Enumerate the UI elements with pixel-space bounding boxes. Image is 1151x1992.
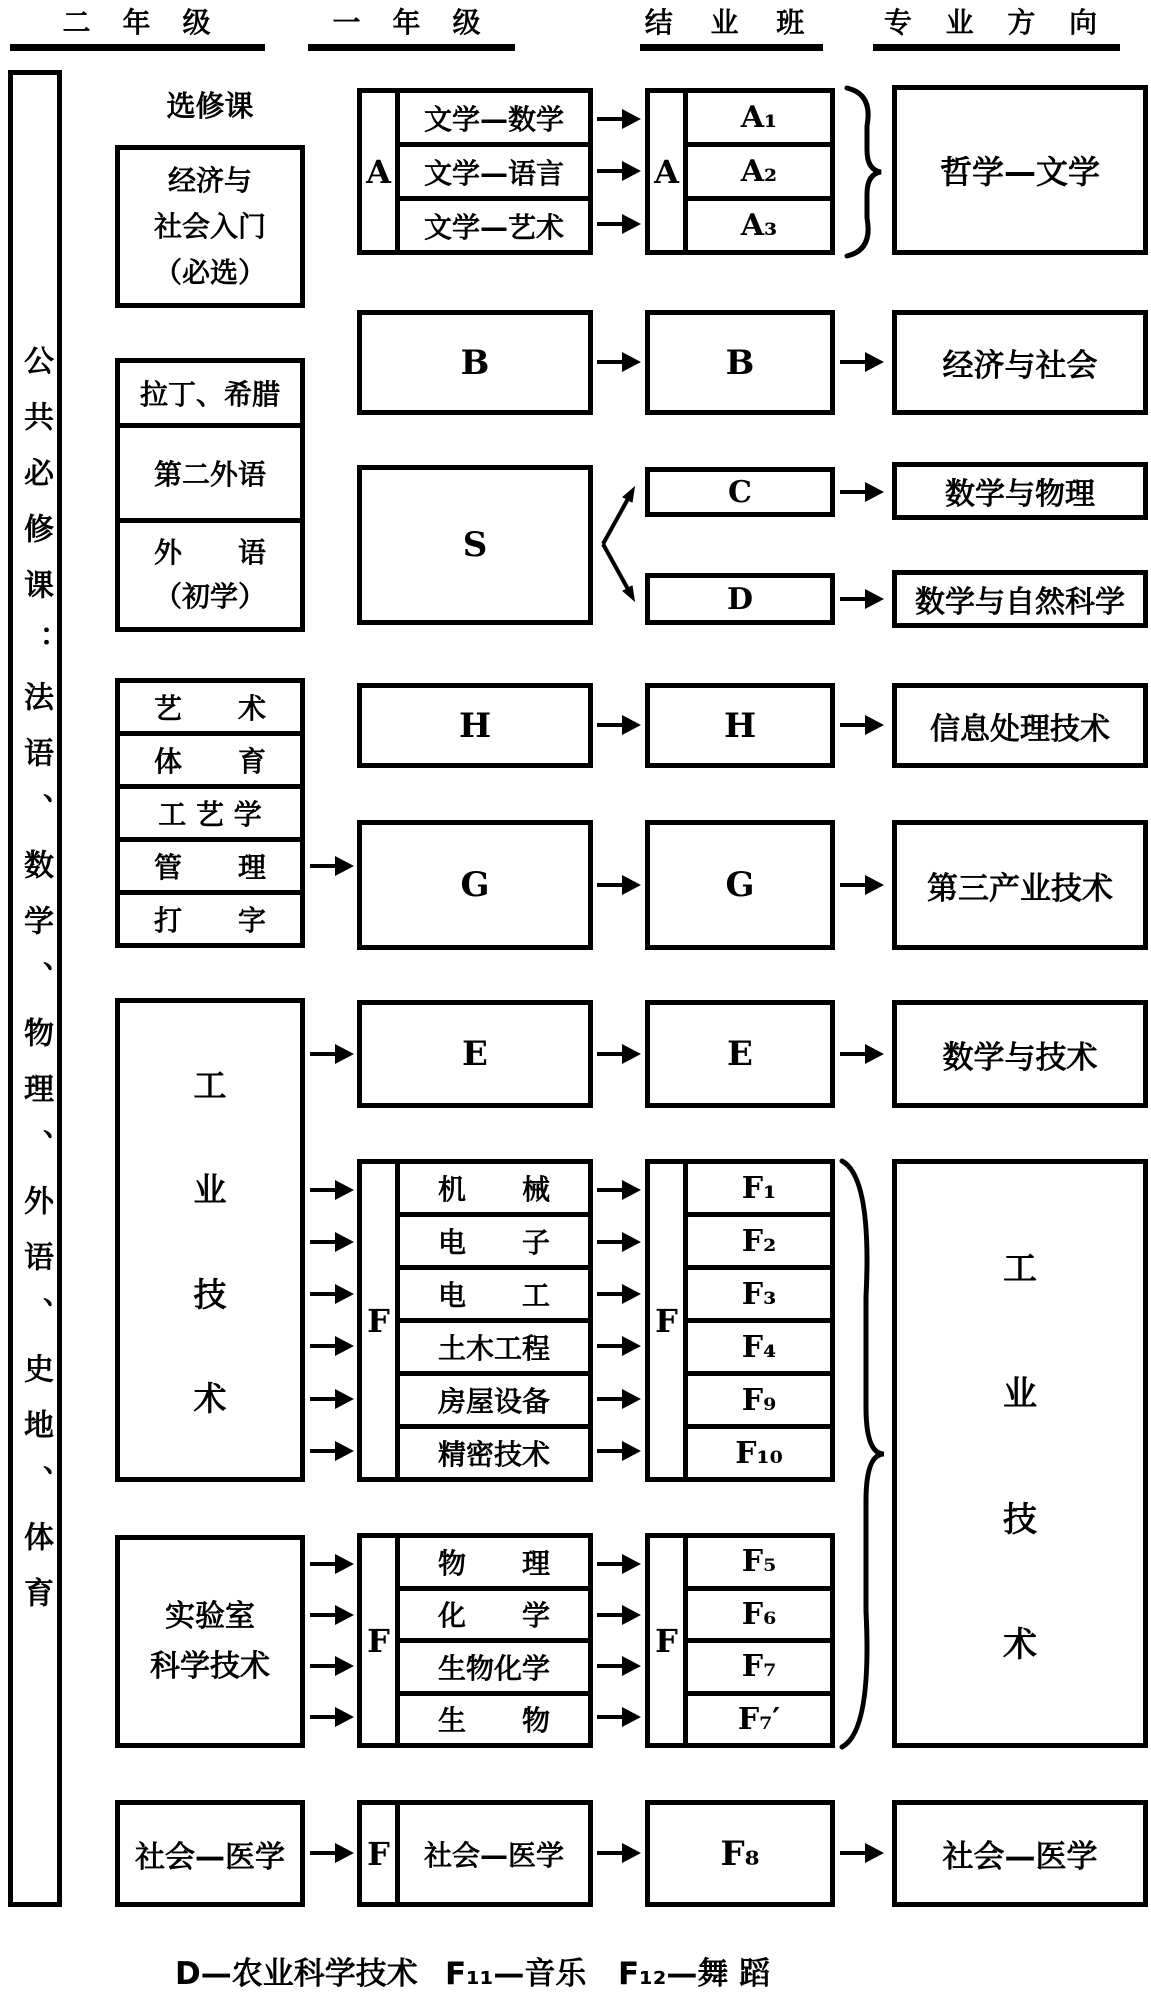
class-f2-row: F₂: [688, 1217, 830, 1270]
foreign-language-beginner-row: [120, 523, 300, 627]
skills-stack-box: [115, 678, 305, 948]
arrow-right-icon: [597, 1044, 641, 1064]
civil-engineering-row: 土木工程: [400, 1323, 588, 1376]
group-a-grade1: [357, 88, 593, 255]
tertiary-industry-tech-box: 第三产业技术: [892, 820, 1148, 950]
arrow-right-icon: [597, 1843, 641, 1863]
group-f-lab-grade1: [357, 1533, 593, 1748]
box-g-grade1: G: [357, 820, 593, 950]
art-row: 艺 术: [120, 683, 300, 736]
vertical-char: 业: [193, 1170, 227, 1210]
arrow-right-icon: [597, 1232, 641, 1252]
arrow-right-icon: [597, 109, 641, 129]
arrow-right-icon: [597, 1441, 641, 1461]
arrow-right-icon: [310, 1656, 354, 1676]
arrow-right-icon: [597, 214, 641, 234]
social-medicine-box-spec: 社会—医学: [892, 1800, 1148, 1907]
foreign-language-line: 外 语: [153, 536, 266, 569]
social-medicine-box-grade2: 社会—医学: [115, 1800, 305, 1907]
vertical-char: 工: [1003, 1248, 1037, 1289]
box-e-final: E: [645, 1000, 835, 1108]
arrow-right-icon: [310, 1554, 354, 1574]
vertical-char: 技: [1003, 1499, 1037, 1540]
vertical-char: 术: [1003, 1625, 1037, 1666]
arrow-right-icon: [597, 1336, 641, 1356]
vertical-char: 术: [193, 1378, 227, 1418]
typing-row: 打 字: [153, 904, 266, 937]
box-s-grade1: S: [357, 465, 593, 625]
arrow-right-icon: [597, 1389, 641, 1409]
legend-d: D—农业科学技术: [175, 1956, 418, 1992]
philosophy-literature-box: 哲学—文学: [892, 85, 1148, 255]
literature-math-row: 文学—数学: [400, 93, 588, 147]
foreign-language-line: （初学）: [153, 580, 266, 613]
arrow-right-icon: [597, 1605, 641, 1625]
box-e-grade1: E: [357, 1000, 593, 1108]
arrow-right-icon: [310, 1605, 354, 1625]
legend-f12: F₁₂—舞 蹈: [618, 1956, 771, 1992]
arrow-right-icon: [597, 352, 641, 372]
arrow-right-icon: [310, 856, 354, 876]
group-f-label: F: [650, 1538, 688, 1743]
box-f8-final: F₈: [645, 1800, 835, 1907]
fork-arrows-icon: [589, 468, 641, 618]
arrow-right-icon: [310, 1707, 354, 1727]
group-a-label: A: [362, 93, 400, 250]
literature-art-row: 文学—艺术: [423, 210, 564, 244]
legend-f11: F₁₁—音乐: [445, 1956, 587, 1992]
econ-intro-line: 经济与: [167, 163, 252, 197]
econ-society-intro-box: [115, 145, 305, 308]
electronics-row: 电 子: [400, 1217, 588, 1270]
class-a2-row: A₂: [688, 147, 830, 201]
brace-f-icon: [838, 1155, 888, 1753]
common-required-courses-bar: [8, 70, 62, 1907]
econ-intro-line: （必选）: [153, 255, 266, 289]
lab-line: 实验室: [165, 1598, 255, 1634]
second-foreign-language-row: 第二外语: [120, 428, 300, 523]
latin-greek-row: 拉丁、希腊: [120, 363, 300, 428]
arrow-right-icon: [597, 1707, 641, 1727]
arrow-right-icon: [310, 1843, 354, 1863]
class-f4-row: F₄: [688, 1323, 830, 1376]
class-f3-row: F₃: [688, 1270, 830, 1323]
physics-row: 物 理: [400, 1538, 588, 1591]
arrow-right-icon: [597, 715, 641, 735]
industrial-technology-vertical-text: [120, 1003, 300, 1477]
group-f-industry-grade1: [357, 1159, 593, 1482]
box-g-final: G: [645, 820, 835, 950]
class-f7prime-row: F₇′: [737, 1701, 781, 1737]
arrow-right-icon: [597, 1284, 641, 1304]
laboratory-science-tech-box: [115, 1535, 305, 1748]
arrow-right-icon: [840, 482, 884, 502]
social-medicine-row: 社会—医学: [423, 1838, 564, 1872]
vertical-char: 业: [1003, 1374, 1037, 1415]
language-stack-box: [115, 358, 305, 632]
arrow-right-icon: [310, 1441, 354, 1461]
header-underline: [873, 44, 1120, 51]
arrow-right-icon: [840, 715, 884, 735]
box-c-final: C: [645, 467, 835, 517]
brace-a-icon: [843, 84, 885, 260]
arrow-right-icon: [597, 1554, 641, 1574]
class-f7-row: F₇: [688, 1643, 830, 1696]
biology-row: 生 物: [437, 1704, 550, 1738]
literature-language-row: 文学—语言: [400, 147, 588, 201]
vertical-char: 技: [193, 1274, 227, 1314]
group-f-industry-final: [645, 1159, 835, 1482]
class-a1-row: A₁: [688, 93, 830, 147]
pe-row: 体 育: [120, 736, 300, 789]
arrow-right-icon: [597, 1656, 641, 1676]
common-required-courses-text: 公共必修课：法语、数学、物理、外语、史地、体育: [18, 344, 53, 1633]
industrial-technology-vertical-text: [897, 1164, 1143, 1743]
industrial-technology-box-grade2: [115, 998, 305, 1482]
header-final-class: 结 业 班: [644, 6, 819, 39]
crafts-row: 工 艺 学: [120, 789, 300, 842]
economy-society-box: 经济与社会: [892, 310, 1148, 415]
class-f5-row: F₅: [688, 1538, 830, 1591]
econ-intro-line: 社会入门: [153, 209, 266, 243]
group-f-label: F: [650, 1164, 688, 1477]
arrow-right-icon: [310, 1389, 354, 1409]
arrow-right-icon: [840, 589, 884, 609]
box-b-final: B: [645, 310, 835, 415]
math-natural-science-box: 数学与自然科学: [892, 570, 1148, 628]
machinery-row: 机 械: [400, 1164, 588, 1217]
arrow-right-icon: [310, 1044, 354, 1064]
header-underline: [10, 44, 265, 51]
arrow-right-icon: [597, 1180, 641, 1200]
building-equipment-row: 房屋设备: [400, 1376, 588, 1429]
arrow-right-icon: [310, 1284, 354, 1304]
box-b-grade1: B: [357, 310, 593, 415]
header-grade2: 二 年 级: [62, 6, 213, 39]
class-f9-row: F₉: [688, 1376, 830, 1429]
electives-label: 选修课: [115, 84, 305, 124]
arrow-right-icon: [310, 1336, 354, 1356]
header-grade1: 一 年 级: [332, 6, 483, 39]
math-physics-box: 数学与物理: [892, 462, 1148, 520]
industrial-technology-box-spec: [892, 1159, 1148, 1748]
class-f1-row: F₁: [688, 1164, 830, 1217]
arrow-right-icon: [840, 1044, 884, 1064]
arrow-right-icon: [840, 352, 884, 372]
vertical-char: 工: [193, 1066, 227, 1106]
lab-line: 科学技术: [150, 1648, 270, 1684]
precision-tech-row: 精密技术: [437, 1438, 550, 1471]
group-f-lab-final: [645, 1533, 835, 1748]
header-specialization: 专 业 方 向: [883, 6, 1110, 39]
biochemistry-row: 生物化学: [400, 1643, 588, 1696]
math-technology-box: 数学与技术: [892, 1000, 1148, 1108]
group-f-label: F: [362, 1538, 400, 1743]
management-row: 管 理: [120, 842, 300, 895]
arrow-right-icon: [597, 875, 641, 895]
header-underline: [640, 44, 823, 51]
class-a3-row: A₃: [740, 208, 778, 243]
class-f10-row: F₁₀: [735, 1435, 783, 1471]
group-a-final: [645, 88, 835, 255]
arrow-right-icon: [840, 875, 884, 895]
header-underline: [308, 44, 515, 51]
info-processing-tech-box: 信息处理技术: [892, 683, 1148, 768]
box-h-grade1: H: [357, 683, 593, 768]
arrow-right-icon: [310, 1232, 354, 1252]
arrow-right-icon: [840, 1843, 884, 1863]
group-f-social-grade1: [357, 1800, 593, 1907]
group-a-label: A: [650, 93, 688, 250]
arrow-right-icon: [310, 1180, 354, 1200]
group-f-label: F: [362, 1164, 400, 1477]
group-f-label: F: [362, 1805, 400, 1902]
arrow-right-icon: [597, 161, 641, 181]
chemistry-row: 化 学: [400, 1591, 588, 1644]
box-h-final: H: [645, 683, 835, 768]
electrical-row: 电 工: [400, 1270, 588, 1323]
class-f6-row: F₆: [688, 1591, 830, 1644]
box-d-final: D: [645, 573, 835, 625]
